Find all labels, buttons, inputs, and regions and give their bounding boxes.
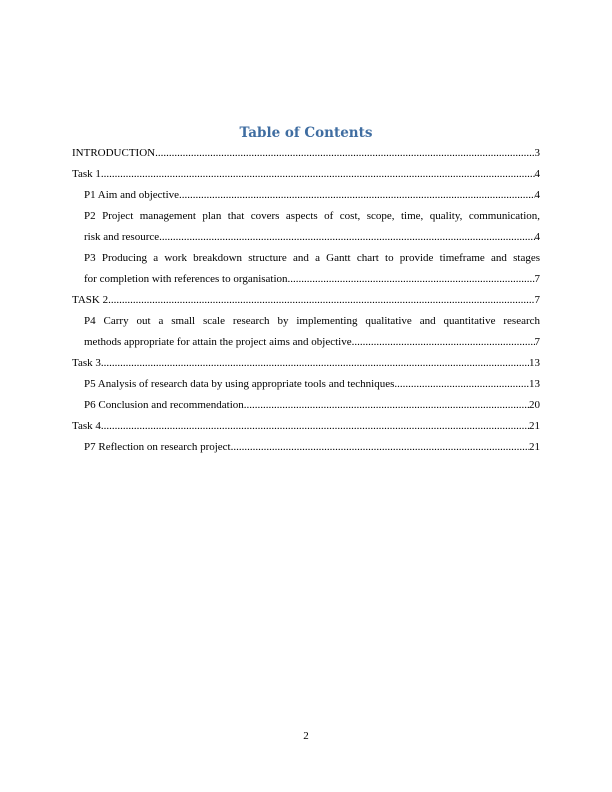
dot-leader — [244, 395, 529, 416]
dot-leader — [101, 416, 529, 437]
toc-entry-text: Task 1 — [72, 164, 101, 185]
toc-entry-text-line: P2 Project management plan that covers aspects of cost, scope, time, quality, communication, — [84, 210, 540, 222]
toc-entry-task-3[interactable] — [72, 353, 540, 374]
dot-leader — [155, 143, 534, 164]
dot-leader — [179, 185, 534, 206]
toc-entry-task-1[interactable] — [72, 164, 540, 185]
dot-leader — [101, 164, 535, 185]
dot-leader — [231, 437, 529, 458]
dot-leader — [288, 269, 535, 290]
toc-entry-p3[interactable] — [72, 248, 540, 290]
dot-leader — [108, 290, 534, 311]
toc-page-number: 7 — [534, 336, 540, 348]
dot-leader — [352, 332, 535, 353]
toc-page-number: 21 — [529, 441, 540, 453]
toc-page-number: 7 — [534, 273, 540, 285]
toc-entry-text: Task 3 — [72, 353, 101, 374]
toc-entry-text-line: P4 Carry out a small scale research by implementing qualitative and quantitative research — [84, 315, 540, 327]
toc-entry-text: for completion with references to organisation — [84, 269, 288, 290]
toc-entry-task-4[interactable] — [72, 416, 540, 437]
toc-entry-p6[interactable] — [72, 395, 540, 416]
dot-leader — [101, 353, 529, 374]
toc-entry-text: P6 Conclusion and recommendation — [84, 395, 244, 416]
toc-page-number: 4 — [534, 189, 540, 201]
dot-leader — [159, 227, 534, 248]
page-number: 2 — [303, 730, 309, 742]
toc-entry-text: INTRODUCTION — [72, 143, 155, 164]
toc-page-number: 13 — [529, 357, 540, 369]
toc-entry-p7[interactable] — [72, 437, 540, 458]
toc-page-number: 7 — [534, 294, 540, 306]
toc-entry-text: Task 4 — [72, 416, 101, 437]
toc-entry-p2[interactable] — [72, 206, 540, 248]
toc-entry-introduction[interactable] — [72, 143, 540, 164]
toc-entry-text: P7 Reflection on research project — [84, 437, 231, 458]
toc-entry-text-line: P3 Producing a work breakdown structure and a Gantt chart to provide timeframe and stages — [84, 252, 540, 264]
toc-page-number: 20 — [529, 399, 540, 411]
toc-entry-text: methods appropriate for attain the project aims and objective — [84, 332, 352, 353]
toc-page-number: 4 — [534, 168, 540, 180]
toc-entry-p4[interactable] — [72, 311, 540, 353]
toc-entry-text: P5 Analysis of research data by using appropriate tools and techniques — [84, 374, 394, 395]
toc-entry-task-2[interactable] — [72, 290, 540, 311]
toc-entry-p1[interactable] — [72, 185, 540, 206]
toc-page-number: 21 — [529, 420, 540, 432]
toc-entry-p5[interactable] — [72, 374, 540, 395]
dot-leader — [394, 374, 529, 395]
toc-page-number: 13 — [529, 378, 540, 390]
toc-entry-text: TASK 2 — [72, 290, 108, 311]
toc-entry-text: P1 Aim and objective — [84, 185, 179, 206]
toc-entry-text: risk and resource — [84, 227, 159, 248]
toc-page-number: 4 — [534, 231, 540, 243]
table-of-contents — [72, 143, 540, 458]
toc-page-number: 3 — [534, 147, 540, 159]
toc-title: Table of Contents — [239, 125, 373, 141]
